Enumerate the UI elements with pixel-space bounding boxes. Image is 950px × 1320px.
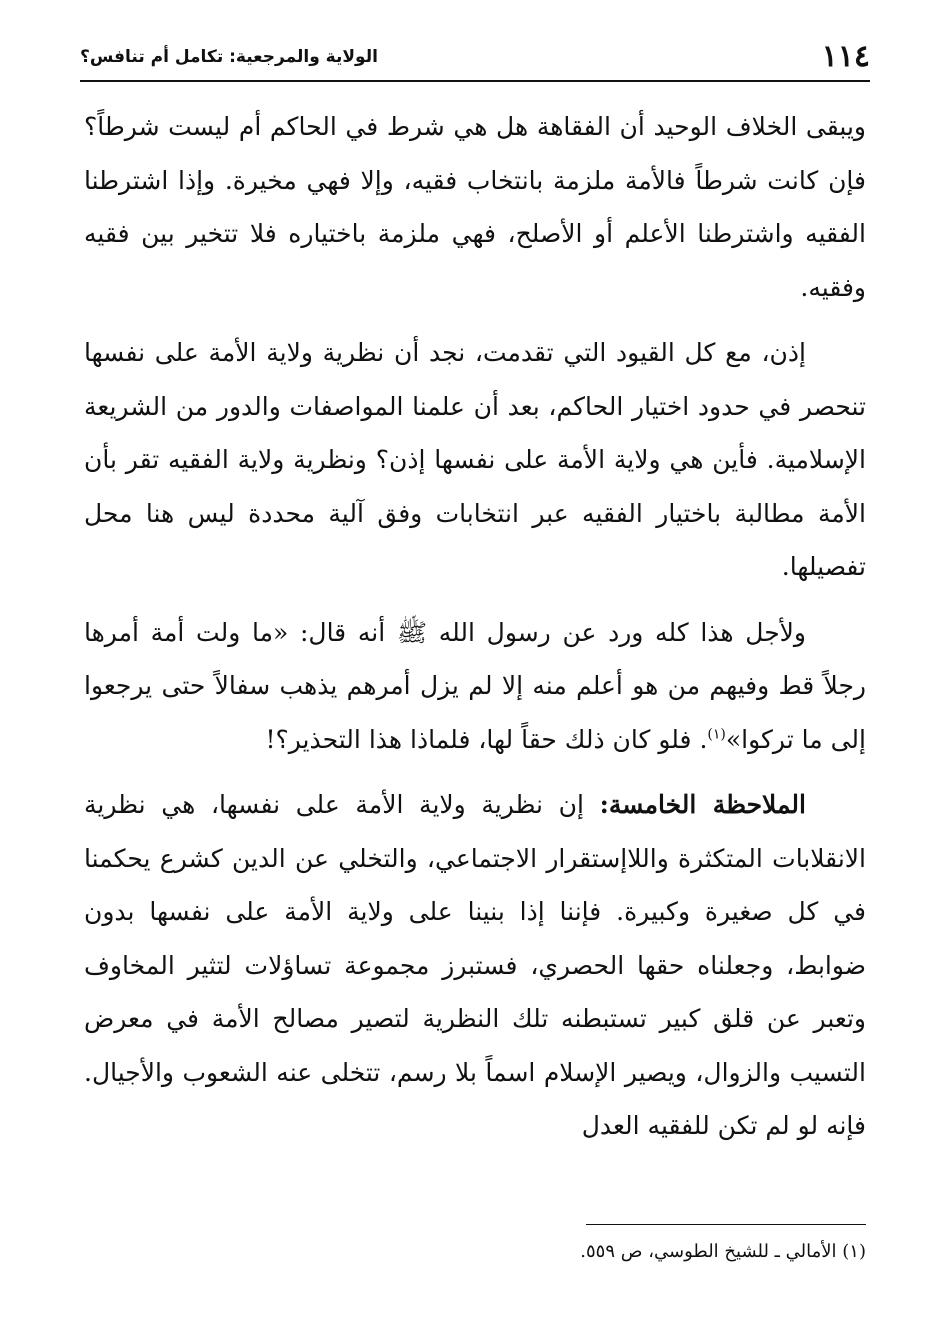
paragraph-4 <box>84 778 866 1153</box>
body-text <box>84 100 866 1165</box>
page-number: ١١٤ <box>821 39 870 74</box>
footnote: (١) الأمالي ـ للشيخ الطوسي، ص ٥٥٩. <box>580 1241 866 1262</box>
paragraph-2: إذن، مع كل القيود التي تقدمت، نجد أن نظرية ولاية الأمة على نفسها تنحصر في حدود اختيار الحاكم، بعد أن علمنا المواصفات والدور من الشريعة الإسلامية. فأين هي ولاية الأمة على نفسها إذن؟ ونظرية ولاية الفقيه تقر بأن الأمة مطالبة باختيار الفقيه عبر انتخابات وفق آلية محددة ليس هنا محل تفصيلها. <box>84 338 866 581</box>
paragraph-4-body: إن نظرية ولاية الأمة على نفسها، هي نظرية الانقلابات المتكثرة واللاإستقرار الاجتماعي، والتخلي عن الدين كشرع يحكمنا في كل صغيرة وكبيرة. فإننا إذا بنينا على ولاية الأمة على نفسها بدون ضوابط، وجعلناه حقها الحصري، فستبرز مجموعة تساؤلات لتثير المخاوف وتعبر عن قلق كبير تستبطنه تلك النظرية لتصير مصالح الأمة في معرض التسيب والزوال، ويصير الإسلام اسماً بلا رسم، تتخلى عنه الشعوب والأجيال. فإنه لو لم تكن للفقيه العدل <box>84 790 866 1140</box>
header-divider <box>80 80 870 82</box>
running-title: الولاية والمرجعية: تكامل أم تنافس؟ <box>80 47 378 67</box>
paragraph-3 <box>84 606 866 767</box>
note-heading: الملاحظة الخامسة: <box>599 790 806 819</box>
paragraph-3-quote: ولأجل هذا كله ورد عن رسول الله ﷺ أنه قال: «ما ولت أمة أمرها رجلاً قط وفيهم من هو أعلم منه إلا لم يزل أمرهم يذهب سفالاً حتى يرجعوا إلى ما تركوا» <box>84 617 866 754</box>
footnote-divider <box>586 1224 866 1225</box>
paragraph-1: ويبقى الخلاف الوحيد أن الفقاهة هل هي شرط في الحاكم أم ليست شرطاً؟ فإن كانت شرطاً فالأمة ملزمة بانتخاب فقيه، وإلا فهي مخيرة. وإذا اشترطنا الفقيه واشترطنا الأعلم أو الأصلح، فهي ملزمة باختياره فلا تتخير بين فقيه وفقيه. <box>84 112 866 302</box>
paragraph-3-tail: . فلو كان ذلك حقاً لها، فلماذا هذا التحذير؟! <box>265 724 708 754</box>
page-header <box>80 34 870 74</box>
footnote-marker: (١) <box>707 726 726 743</box>
